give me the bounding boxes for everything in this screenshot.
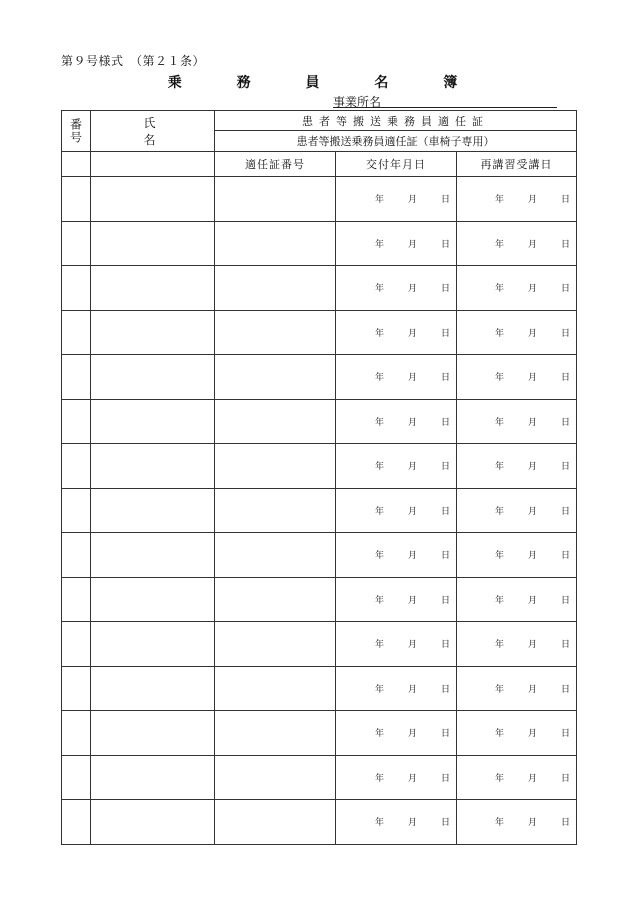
date-day-label: 日 xyxy=(561,729,571,740)
date-year-label: 年 xyxy=(494,729,504,740)
header-retraining-date: 再講習受講日 xyxy=(457,152,577,177)
date-month-label: 月 xyxy=(528,462,538,473)
row-cert-number-cell[interactable] xyxy=(215,266,336,311)
header-cert-group-1: 患者等搬送乗務員適任証 xyxy=(215,111,577,131)
date-year-label: 年 xyxy=(494,239,504,250)
row-name-cell[interactable] xyxy=(91,177,215,222)
row-name-cell[interactable] xyxy=(91,800,215,845)
date-day-label: 日 xyxy=(440,417,450,428)
form-identifier: 第９号様式 （第２１条） xyxy=(61,54,206,68)
date-month-label: 月 xyxy=(528,417,538,428)
date-day-label: 日 xyxy=(440,328,450,339)
date-year-label: 年 xyxy=(494,506,504,517)
row-number-cell[interactable] xyxy=(62,488,91,533)
row-cert-number-cell[interactable] xyxy=(215,310,336,355)
row-name-cell[interactable] xyxy=(91,666,215,711)
row-number-cell[interactable] xyxy=(62,755,91,800)
date-month-label: 月 xyxy=(528,551,538,562)
row-name-cell[interactable] xyxy=(91,399,215,444)
row-issue-date-cell[interactable] xyxy=(336,800,457,845)
row-number-cell[interactable] xyxy=(62,177,91,222)
office-name-label: 事業所名 xyxy=(333,95,382,109)
date-month-label: 月 xyxy=(407,506,417,517)
row-cert-number-cell[interactable] xyxy=(215,711,336,756)
date-month-label: 月 xyxy=(528,818,538,829)
row-cert-number-cell[interactable] xyxy=(215,444,336,489)
row-number-cell[interactable] xyxy=(62,221,91,266)
date-day-label: 日 xyxy=(561,551,571,562)
date-month-label: 月 xyxy=(407,551,417,562)
date-year-label: 年 xyxy=(374,684,384,695)
table-row xyxy=(62,755,577,800)
row-cert-number-cell[interactable] xyxy=(215,399,336,444)
row-name-cell[interactable] xyxy=(91,533,215,578)
row-issue-date-cell[interactable] xyxy=(336,488,457,533)
row-cert-number-cell[interactable] xyxy=(215,755,336,800)
date-day-label: 日 xyxy=(440,818,450,829)
row-number-cell[interactable] xyxy=(62,266,91,311)
row-issue-date-cell[interactable] xyxy=(336,177,457,222)
row-cert-number-cell[interactable] xyxy=(215,488,336,533)
row-retraining-date-cell[interactable] xyxy=(457,310,577,355)
row-number-cell[interactable] xyxy=(62,577,91,622)
date-day-label: 日 xyxy=(440,773,450,784)
date-year-label: 年 xyxy=(494,417,504,428)
date-day-label: 日 xyxy=(440,729,450,740)
row-cert-number-cell[interactable] xyxy=(215,622,336,667)
date-month-label: 月 xyxy=(407,818,417,829)
date-day-label: 日 xyxy=(561,506,571,517)
date-day-label: 日 xyxy=(561,284,571,295)
date-day-label: 日 xyxy=(440,640,450,651)
row-retraining-date-cell[interactable] xyxy=(457,533,577,578)
date-year-label: 年 xyxy=(494,595,504,606)
date-day-label: 日 xyxy=(440,462,450,473)
date-day-label: 日 xyxy=(440,373,450,384)
date-month-label: 月 xyxy=(407,328,417,339)
row-name-cell[interactable] xyxy=(91,444,215,489)
date-year-label: 年 xyxy=(374,373,384,384)
table-row xyxy=(62,399,577,444)
date-day-label: 日 xyxy=(440,506,450,517)
date-year-label: 年 xyxy=(374,284,384,295)
date-year-label: 年 xyxy=(374,595,384,606)
row-retraining-date-cell[interactable] xyxy=(457,266,577,311)
header-blank-name xyxy=(91,152,215,177)
date-month-label: 月 xyxy=(528,328,538,339)
row-number-cell[interactable] xyxy=(62,622,91,667)
row-name-cell[interactable] xyxy=(91,266,215,311)
date-day-label: 日 xyxy=(440,284,450,295)
date-day-label: 日 xyxy=(561,773,571,784)
table-row xyxy=(62,266,577,311)
row-name-cell[interactable] xyxy=(91,310,215,355)
date-year-label: 年 xyxy=(494,640,504,651)
roster-body xyxy=(62,177,577,845)
row-issue-date-cell[interactable] xyxy=(336,711,457,756)
document-title: 乗 務 員 名 簿 xyxy=(167,75,483,91)
date-year-label: 年 xyxy=(494,684,504,695)
header-issue-date: 交付年月日 xyxy=(336,152,457,177)
date-day-label: 日 xyxy=(561,462,571,473)
row-retraining-date-cell[interactable] xyxy=(457,622,577,667)
date-year-label: 年 xyxy=(374,462,384,473)
date-day-label: 日 xyxy=(440,684,450,695)
header-cert-number: 適任証番号 xyxy=(215,152,336,177)
date-day-label: 日 xyxy=(561,684,571,695)
row-number-cell[interactable] xyxy=(62,533,91,578)
row-number-cell[interactable] xyxy=(62,355,91,400)
table-row xyxy=(62,622,577,667)
row-cert-number-cell[interactable] xyxy=(215,577,336,622)
date-month-label: 月 xyxy=(407,729,417,740)
row-issue-date-cell[interactable] xyxy=(336,310,457,355)
row-retraining-date-cell[interactable] xyxy=(457,800,577,845)
row-retraining-date-cell[interactable] xyxy=(457,711,577,756)
row-issue-date-cell[interactable] xyxy=(336,444,457,489)
row-cert-number-cell[interactable] xyxy=(215,533,336,578)
row-cert-number-cell[interactable] xyxy=(215,355,336,400)
date-month-label: 月 xyxy=(528,284,538,295)
row-cert-number-cell[interactable] xyxy=(215,666,336,711)
table-row xyxy=(62,711,577,756)
row-retraining-date-cell[interactable] xyxy=(457,399,577,444)
table-row xyxy=(62,488,577,533)
date-month-label: 月 xyxy=(407,684,417,695)
date-year-label: 年 xyxy=(494,462,504,473)
row-name-cell[interactable] xyxy=(91,221,215,266)
date-month-label: 月 xyxy=(407,417,417,428)
date-day-label: 日 xyxy=(561,328,571,339)
date-month-label: 月 xyxy=(528,684,538,695)
date-month-label: 月 xyxy=(528,239,538,250)
row-cert-number-cell[interactable] xyxy=(215,177,336,222)
date-month-label: 月 xyxy=(407,462,417,473)
date-year-label: 年 xyxy=(374,640,384,651)
date-month-label: 月 xyxy=(407,195,417,206)
date-year-label: 年 xyxy=(494,773,504,784)
date-day-label: 日 xyxy=(440,551,450,562)
table-row xyxy=(62,355,577,400)
row-issue-date-cell[interactable] xyxy=(336,399,457,444)
date-year-label: 年 xyxy=(374,551,384,562)
date-month-label: 月 xyxy=(528,506,538,517)
row-issue-date-cell[interactable] xyxy=(336,533,457,578)
row-retraining-date-cell[interactable] xyxy=(457,577,577,622)
header-number: 番号 xyxy=(62,111,91,152)
row-number-cell[interactable] xyxy=(62,444,91,489)
row-issue-date-cell[interactable] xyxy=(336,577,457,622)
date-day-label: 日 xyxy=(561,595,571,606)
table-row xyxy=(62,666,577,711)
row-name-cell[interactable] xyxy=(91,355,215,400)
header-cert-group-2: 患者等搬送乗務員適任証（車椅子専用） xyxy=(215,131,577,152)
row-retraining-date-cell[interactable] xyxy=(457,755,577,800)
date-day-label: 日 xyxy=(561,373,571,384)
row-number-cell[interactable] xyxy=(62,666,91,711)
table-row xyxy=(62,310,577,355)
date-month-label: 月 xyxy=(528,640,538,651)
table-row xyxy=(62,577,577,622)
row-cert-number-cell[interactable] xyxy=(215,221,336,266)
office-name-field[interactable] xyxy=(333,93,557,108)
row-number-cell[interactable] xyxy=(62,800,91,845)
date-month-label: 月 xyxy=(407,284,417,295)
row-issue-date-cell[interactable] xyxy=(336,355,457,400)
date-month-label: 月 xyxy=(407,640,417,651)
row-name-cell[interactable] xyxy=(91,711,215,756)
table-row xyxy=(62,800,577,845)
row-number-cell[interactable] xyxy=(62,399,91,444)
date-year-label: 年 xyxy=(494,373,504,384)
header-name: 氏 名 xyxy=(91,111,215,152)
row-issue-date-cell[interactable] xyxy=(336,755,457,800)
date-day-label: 日 xyxy=(561,640,571,651)
date-month-label: 月 xyxy=(407,373,417,384)
date-month-label: 月 xyxy=(528,195,538,206)
date-day-label: 日 xyxy=(440,239,450,250)
date-month-label: 月 xyxy=(407,239,417,250)
row-number-cell[interactable] xyxy=(62,711,91,756)
date-month-label: 月 xyxy=(407,773,417,784)
date-month-label: 月 xyxy=(528,595,538,606)
row-name-cell[interactable] xyxy=(91,755,215,800)
table-row xyxy=(62,444,577,489)
date-year-label: 年 xyxy=(374,195,384,206)
row-name-cell[interactable] xyxy=(91,577,215,622)
date-day-label: 日 xyxy=(440,195,450,206)
date-month-label: 月 xyxy=(528,373,538,384)
row-retraining-date-cell[interactable] xyxy=(457,488,577,533)
date-year-label: 年 xyxy=(494,284,504,295)
date-day-label: 日 xyxy=(440,595,450,606)
row-name-cell[interactable] xyxy=(91,622,215,667)
date-month-label: 月 xyxy=(407,595,417,606)
date-day-label: 日 xyxy=(561,417,571,428)
row-number-cell[interactable] xyxy=(62,310,91,355)
row-retraining-date-cell[interactable] xyxy=(457,177,577,222)
row-issue-date-cell[interactable] xyxy=(336,666,457,711)
date-year-label: 年 xyxy=(374,773,384,784)
table-row xyxy=(62,177,577,222)
date-year-label: 年 xyxy=(374,328,384,339)
row-retraining-date-cell[interactable] xyxy=(457,444,577,489)
row-retraining-date-cell[interactable] xyxy=(457,666,577,711)
row-retraining-date-cell[interactable] xyxy=(457,221,577,266)
date-year-label: 年 xyxy=(494,328,504,339)
date-year-label: 年 xyxy=(494,551,504,562)
row-retraining-date-cell[interactable] xyxy=(457,355,577,400)
date-day-label: 日 xyxy=(561,239,571,250)
date-year-label: 年 xyxy=(374,417,384,428)
row-issue-date-cell[interactable] xyxy=(336,266,457,311)
header-blank-left xyxy=(62,152,91,177)
date-day-label: 日 xyxy=(561,818,571,829)
row-cert-number-cell[interactable] xyxy=(215,800,336,845)
table-row xyxy=(62,533,577,578)
date-year-label: 年 xyxy=(374,506,384,517)
table-row xyxy=(62,221,577,266)
crew-roster-table xyxy=(61,110,577,845)
row-issue-date-cell[interactable] xyxy=(336,622,457,667)
row-issue-date-cell[interactable] xyxy=(336,221,457,266)
date-year-label: 年 xyxy=(374,239,384,250)
date-day-label: 日 xyxy=(561,195,571,206)
date-month-label: 月 xyxy=(528,729,538,740)
date-year-label: 年 xyxy=(374,729,384,740)
row-name-cell[interactable] xyxy=(91,488,215,533)
date-month-label: 月 xyxy=(528,773,538,784)
date-year-label: 年 xyxy=(494,818,504,829)
date-year-label: 年 xyxy=(374,818,384,829)
date-year-label: 年 xyxy=(494,195,504,206)
